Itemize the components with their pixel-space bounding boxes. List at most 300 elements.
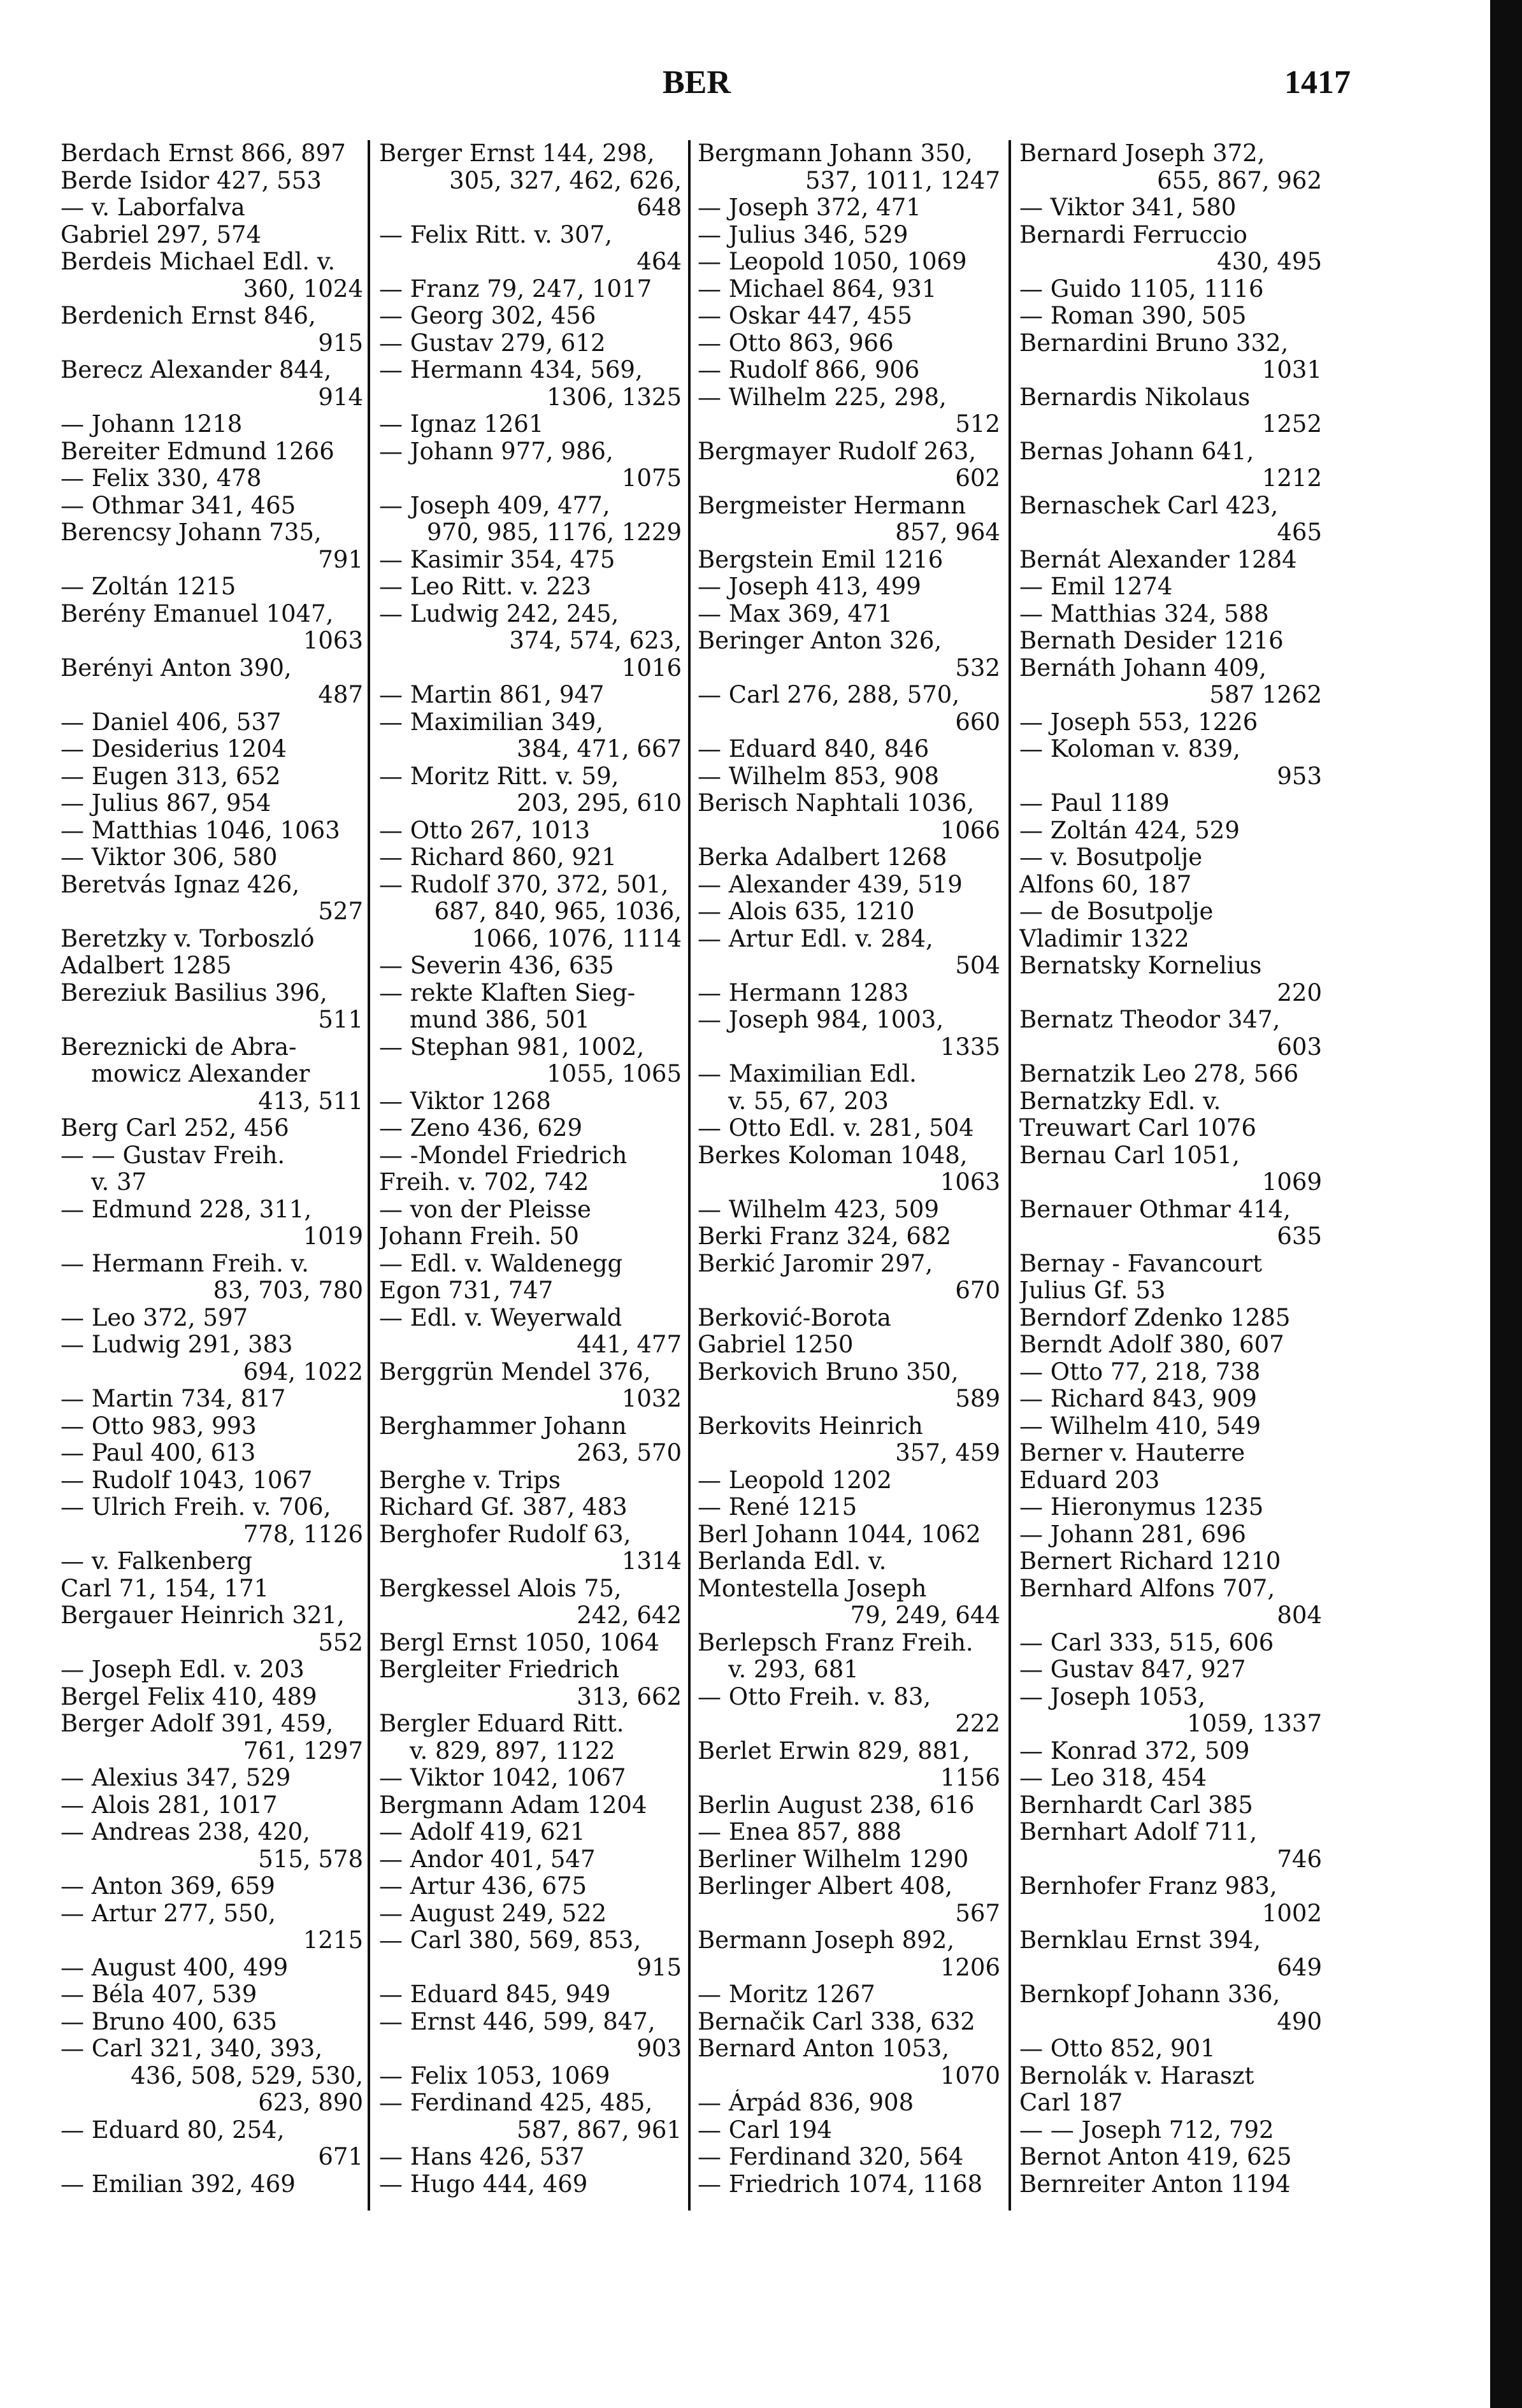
index-line: — Matthias 324, 588 — [1019, 600, 1269, 627]
index-line: Berlet Erwin 829, 881, — [698, 1737, 970, 1765]
index-line: — Daniel 406, 537 — [61, 708, 282, 736]
index-column-1 — [61, 140, 363, 2211]
index-line: 903 — [636, 2035, 682, 2062]
index-line: Berlinger Albert 408, — [698, 1873, 953, 1900]
index-line: — Eduard 840, 846 — [698, 736, 930, 763]
index-line: 589 — [955, 1386, 1000, 1412]
index-line: 623, 890 — [258, 2089, 363, 2116]
index-line: 1070 — [940, 2062, 1000, 2089]
index-line: — Othmar 341, 465 — [61, 492, 296, 519]
index-line: 1059, 1337 — [1187, 1710, 1322, 1737]
index-line: — Joseph 984, 1003, — [698, 1007, 944, 1033]
index-line: Beringer Anton 326, — [698, 627, 942, 654]
index-line: — Zoltán 424, 529 — [1019, 817, 1240, 844]
index-line: v. 293, 681 — [728, 1656, 859, 1683]
index-line: 804 — [1277, 1602, 1322, 1629]
index-line: — Felix 330, 478 — [61, 465, 262, 492]
index-line: — Ulrich Freih. v. 706, — [61, 1494, 331, 1521]
index-line: — Oskar 447, 455 — [698, 303, 912, 329]
index-line: Berndorf Zdenko 1285 — [1019, 1304, 1291, 1331]
index-line: 242, 642 — [577, 1602, 682, 1629]
index-line: Bernardi Ferruccio — [1019, 221, 1247, 248]
index-line: 687, 840, 965, 1036, — [434, 898, 682, 925]
index-line: 1016 — [621, 654, 682, 682]
index-line: 670 — [955, 1277, 1000, 1304]
index-line: — Michael 864, 931 — [698, 275, 937, 303]
index-line: Vladimir 1322 — [1019, 925, 1189, 952]
index-line: 1069 — [1261, 1169, 1322, 1196]
index-line: — Joseph Edl. v. 203 — [61, 1656, 305, 1683]
index-line: Bergstein Emil 1216 — [698, 546, 944, 573]
index-line: Bergmann Adam 1204 — [379, 1791, 647, 1819]
index-line: 953 — [1277, 763, 1322, 790]
index-line: — Wilhelm 225, 298, — [698, 383, 947, 411]
index-line: — Martin 734, 817 — [61, 1386, 286, 1412]
index-line: Bergl Ernst 1050, 1064 — [379, 1629, 660, 1656]
index-line: v. 829, 897, 1122 — [410, 1737, 615, 1765]
index-line: — Felix Ritt. v. 307, — [379, 221, 612, 248]
index-line: — Konrad 372, 509 — [1019, 1737, 1250, 1765]
index-line: 532 — [955, 654, 1000, 682]
index-line: 857, 964 — [895, 519, 1000, 546]
index-line: Beretzky v. Torboszló — [61, 925, 315, 952]
index-line: Gabriel 297, 574 — [61, 221, 262, 248]
index-line: 671 — [318, 2144, 363, 2170]
index-line: — Árpád 836, 908 — [698, 2089, 914, 2116]
index-line: Bernaschek Carl 423, — [1019, 492, 1279, 519]
index-line: Bernay - Favancourt — [1019, 1250, 1262, 1277]
index-line: Bernát Alexander 1284 — [1019, 546, 1297, 573]
index-line: Bergauer Heinrich 321, — [61, 1602, 345, 1629]
index-line: Richard Gf. 387, 483 — [379, 1494, 628, 1521]
index-line: — Ignaz 1261 — [379, 411, 544, 438]
index-column-3 — [698, 140, 1000, 2211]
index-line: Bereiter Edmund 1266 — [61, 438, 334, 465]
index-line: 552 — [318, 1629, 363, 1656]
index-line: — Andor 401, 547 — [379, 1845, 596, 1873]
index-line: — Gustav 279, 612 — [379, 329, 606, 357]
index-line: Berghofer Rudolf 63, — [379, 1521, 631, 1548]
index-line: Bergmann Johann 350, — [698, 140, 973, 167]
index-line: 746 — [1277, 1845, 1322, 1873]
index-line: — Otto Freih. v. 83, — [698, 1683, 931, 1710]
index-line: — Alois 281, 1017 — [61, 1791, 278, 1819]
index-line: 360, 1024 — [243, 275, 363, 303]
index-line: — Roman 390, 505 — [1019, 303, 1247, 329]
index-line: 305, 327, 462, 626, — [449, 167, 682, 194]
index-line: — Edl. v. Weyerwald — [379, 1304, 622, 1331]
index-line: — August 400, 499 — [61, 1954, 289, 1981]
index-line: — Johann 1218 — [61, 411, 243, 438]
index-line: — de Bosutpolje — [1019, 898, 1214, 925]
index-line: Bernard Anton 1053, — [698, 2035, 950, 2062]
index-line: Berggrün Mendel 376, — [379, 1358, 651, 1386]
index-line: 587, 867, 961 — [517, 2116, 682, 2144]
index-line: — Hans 426, 537 — [379, 2144, 585, 2170]
index-line: — Béla 407, 539 — [61, 1981, 257, 2008]
index-line: 83, 703, 780 — [213, 1277, 363, 1304]
index-line: Bernáth Johann 409, — [1019, 654, 1267, 682]
index-line: Berdenich Ernst 846, — [61, 303, 316, 329]
index-line: — Wilhelm 853, 908 — [698, 763, 939, 790]
index-line: 1019 — [303, 1223, 363, 1250]
index-line: 430, 495 — [1217, 248, 1322, 275]
index-line: Berner v. Hauterre — [1019, 1440, 1246, 1466]
index-line: — Leopold 1202 — [698, 1466, 892, 1494]
index-line: 915 — [318, 329, 363, 357]
index-line: Bernau Carl 1051, — [1019, 1142, 1240, 1169]
index-line: — Friedrich 1074, 1168 — [698, 2170, 983, 2198]
index-line: — Carl 333, 515, 606 — [1019, 1629, 1274, 1656]
index-line: — Joseph 553, 1226 — [1019, 708, 1258, 736]
index-line: v. 37 — [91, 1169, 147, 1196]
index-line: 464 — [636, 248, 682, 275]
index-line: — Georg 302, 456 — [379, 303, 596, 329]
index-line: — Viktor 1268 — [379, 1087, 551, 1115]
index-line: — Ludwig 291, 383 — [61, 1331, 293, 1358]
index-line: Johann Freih. 50 — [379, 1223, 579, 1250]
index-line: Bergleiter Friedrich — [379, 1656, 620, 1683]
index-line: Bernert Richard 1210 — [1019, 1548, 1281, 1575]
index-line: — Julius 346, 529 — [698, 221, 908, 248]
index-line: Bernardis Nikolaus — [1019, 383, 1251, 411]
index-line: Bernhard Alfons 707, — [1019, 1575, 1275, 1602]
index-line: Bernhofer Franz 983, — [1019, 1873, 1277, 1900]
index-line: — v. Falkenberg — [61, 1548, 252, 1575]
index-line: — Eugen 313, 652 — [61, 763, 281, 790]
index-line: Berki Franz 324, 682 — [698, 1223, 952, 1250]
index-line: 1335 — [940, 1033, 1000, 1061]
index-line: 791 — [318, 546, 363, 573]
index-line: Berlanda Edl. v. — [698, 1548, 887, 1575]
index-line: Bergmeister Hermann — [698, 492, 966, 519]
index-line: — Moritz 1267 — [698, 1981, 875, 2008]
index-line: — Carl 276, 288, 570, — [698, 682, 960, 708]
index-line: Bernardini Bruno 332, — [1019, 329, 1289, 357]
index-line: — Moritz Ritt. v. 59, — [379, 763, 619, 790]
index-line: Bernatsky Kornelius — [1019, 952, 1262, 979]
index-line: 778, 1126 — [243, 1521, 363, 1548]
index-line: 1055, 1065 — [547, 1061, 682, 1087]
index-line: mund 386, 501 — [410, 1007, 590, 1033]
column-divider — [688, 140, 691, 2211]
index-line: 660 — [955, 708, 1000, 736]
index-line: — Eduard 80, 254, — [61, 2116, 285, 2144]
index-line: — Leo 372, 597 — [61, 1304, 248, 1331]
index-line: 635 — [1277, 1223, 1322, 1250]
index-line: Bergmayer Rudolf 263, — [698, 438, 977, 465]
index-line: 1032 — [621, 1386, 682, 1412]
index-line: Adalbert 1285 — [61, 952, 232, 979]
index-line: Berkovich Bruno 350, — [698, 1358, 959, 1386]
index-line: Berlepsch Franz Freih. — [698, 1629, 973, 1656]
column-divider — [368, 140, 370, 2211]
index-line: Berger Ernst 144, 298, — [379, 140, 655, 167]
index-line: 649 — [1277, 1954, 1322, 1981]
index-line: 527 — [318, 898, 363, 925]
index-line: 761, 1297 — [243, 1737, 363, 1765]
index-line: — Franz 79, 247, 1017 — [379, 275, 652, 303]
index-line: 1156 — [940, 1765, 1000, 1791]
index-line: 648 — [636, 194, 682, 221]
index-line: 357, 459 — [895, 1440, 1000, 1466]
index-line: 915 — [636, 1954, 682, 1981]
index-line: — Edmund 228, 311, — [61, 1196, 312, 1223]
index-line: 603 — [1277, 1033, 1322, 1061]
page-header — [64, 57, 1351, 115]
index-line: — Maximilian 349, — [379, 708, 604, 736]
index-line: 79, 249, 644 — [850, 1602, 1000, 1629]
index-line: — Johann 977, 986, — [379, 438, 614, 465]
index-line: Berković-Borota — [698, 1304, 891, 1331]
index-line: 1031 — [1261, 357, 1322, 383]
index-line: Berliner Wilhelm 1290 — [698, 1845, 969, 1873]
index-line: 1314 — [621, 1548, 682, 1575]
index-line: Berencsy Johann 735, — [61, 519, 322, 546]
index-line: — v. Bosutpolje — [1019, 844, 1203, 871]
index-line: — Otto Edl. v. 281, 504 — [698, 1115, 974, 1142]
index-line: — Otto 983, 993 — [61, 1412, 257, 1440]
index-line: — Otto 863, 966 — [698, 329, 894, 357]
index-line: — Carl 321, 340, 393, — [61, 2035, 323, 2062]
index-line: 655, 867, 962 — [1157, 167, 1322, 194]
index-line: 441, 477 — [577, 1331, 682, 1358]
index-line: Bernatzik Leo 278, 566 — [1019, 1061, 1299, 1087]
index-line: 203, 295, 610 — [517, 790, 682, 817]
index-line: 1002 — [1261, 1900, 1322, 1927]
index-line: 413, 511 — [258, 1087, 363, 1115]
index-line: Bergel Felix 410, 489 — [61, 1683, 317, 1710]
index-line: — Rudolf 866, 906 — [698, 357, 920, 383]
index-line: — Koloman v. 839, — [1019, 736, 1240, 763]
index-line: Bernklau Ernst 394, — [1019, 1927, 1261, 1954]
index-line: 263, 570 — [577, 1440, 682, 1466]
index-line: — Maximilian Edl. — [698, 1061, 917, 1087]
index-line: Montestella Joseph — [698, 1575, 927, 1602]
index-line: Berlin August 238, 616 — [698, 1791, 975, 1819]
index-line: — Bruno 400, 635 — [61, 2008, 278, 2035]
index-line: — Otto 77, 218, 738 — [1019, 1358, 1261, 1386]
index-line: Berg Carl 252, 456 — [61, 1115, 289, 1142]
index-line: — Matthias 1046, 1063 — [61, 817, 340, 844]
index-line: — Paul 400, 613 — [61, 1440, 256, 1466]
index-line: Bermann Joseph 892, — [698, 1927, 954, 1954]
index-line: Bernhart Adolf 711, — [1019, 1819, 1258, 1845]
index-line: — Wilhelm 423, 509 — [698, 1196, 939, 1223]
index-line: 602 — [955, 465, 1000, 492]
index-line: 1215 — [303, 1927, 363, 1954]
index-line: Berkovits Heinrich — [698, 1412, 923, 1440]
index-line: — Adolf 419, 621 — [379, 1819, 585, 1845]
index-line: — Desiderius 1204 — [61, 736, 287, 763]
index-line: 490 — [1277, 2008, 1322, 2035]
index-line: — Alexander 439, 519 — [698, 871, 963, 898]
index-line: 1252 — [1261, 411, 1322, 438]
index-line: 567 — [955, 1900, 1000, 1927]
page-number: 1417 — [1284, 64, 1351, 101]
index-line: — Hermann 434, 569, — [379, 357, 643, 383]
index-line: v. 55, 67, 203 — [728, 1087, 889, 1115]
index-line: Carl 187 — [1019, 2089, 1123, 2116]
scan-border — [1490, 0, 1522, 2408]
index-line: — Paul 1189 — [1019, 790, 1170, 817]
index-line: Bernauer Othmar 414, — [1019, 1196, 1291, 1223]
index-line: Berényi Anton 390, — [61, 654, 292, 682]
index-line: Carl 71, 154, 171 — [61, 1575, 269, 1602]
index-line: — Martin 861, 947 — [379, 682, 605, 708]
index-line: — Guido 1105, 1116 — [1019, 275, 1264, 303]
index-line: — Hugo 444, 469 — [379, 2170, 588, 2198]
index-line: Bernas Johann 641, — [1019, 438, 1254, 465]
index-line: — Joseph 1053, — [1019, 1683, 1205, 1710]
index-line: — Julius 867, 954 — [61, 790, 271, 817]
index-line: — Otto 267, 1013 — [379, 817, 591, 844]
index-line: Bernolák v. Haraszt — [1019, 2062, 1254, 2089]
index-line: Bernard Joseph 372, — [1019, 140, 1265, 167]
index-line: — Joseph 413, 499 — [698, 573, 921, 600]
index-line: — Leo Ritt. v. 223 — [379, 573, 591, 600]
index-line: — Hermann 1283 — [698, 979, 909, 1007]
running-head: BER — [663, 64, 731, 101]
index-line: Berl Johann 1044, 1062 — [698, 1521, 981, 1548]
index-line: Berghammer Johann — [379, 1412, 627, 1440]
index-line: — Ernst 446, 599, 847, — [379, 2008, 656, 2035]
index-line: — Enea 857, 888 — [698, 1819, 902, 1845]
index-line: — Rudolf 370, 372, 501, — [379, 871, 669, 898]
index-line: — — Gustav Freih. — [61, 1142, 285, 1169]
index-line: Bernatz Theodor 347, — [1019, 1007, 1281, 1033]
index-line: 374, 574, 623, — [509, 627, 682, 654]
index-line: 1063 — [303, 627, 363, 654]
index-line: — Ludwig 242, 245, — [379, 600, 619, 627]
index-line: Bereznicki de Abra- — [61, 1033, 297, 1061]
index-line: 1066, 1076, 1114 — [471, 925, 682, 952]
index-line: — Richard 860, 921 — [379, 844, 617, 871]
index-line: — René 1215 — [698, 1494, 858, 1521]
index-line: Gabriel 1250 — [698, 1331, 854, 1358]
index-line: Bernreiter Anton 1194 — [1019, 2170, 1291, 2198]
index-line: Berény Emanuel 1047, — [61, 600, 334, 627]
index-line: — Ferdinand 425, 485, — [379, 2089, 653, 2116]
index-line: Berecz Alexander 844, — [61, 357, 332, 383]
index-line: 220 — [1277, 979, 1322, 1007]
index-line: — -Mondel Friedrich — [379, 1142, 628, 1169]
index-line: Berger Adolf 391, 459, — [61, 1710, 334, 1737]
index-line: 1063 — [940, 1169, 1000, 1196]
index-line: Berndt Adolf 380, 607 — [1019, 1331, 1284, 1358]
index-line: — v. Laborfalva — [61, 194, 245, 221]
index-line: — rekte Klaften Sieg- — [379, 979, 636, 1007]
index-line: 313, 662 — [577, 1683, 682, 1710]
index-line: 914 — [318, 383, 363, 411]
index-line: — Artur Edl. v. 284, — [698, 925, 933, 952]
index-line: — Rudolf 1043, 1067 — [61, 1466, 313, 1494]
index-line: 537, 1011, 1247 — [805, 167, 1000, 194]
index-line: Berdach Ernst 866, 897 — [61, 140, 346, 167]
index-line: Berghe v. Trips — [379, 1466, 561, 1494]
index-line: 511 — [318, 1007, 363, 1033]
index-line: — von der Pleisse — [379, 1196, 591, 1223]
index-line: Berisch Naphtali 1036, — [698, 790, 975, 817]
index-line: Bergler Eduard Ritt. — [379, 1710, 624, 1737]
index-line: — Anton 369, 659 — [61, 1873, 275, 1900]
index-line: — Richard 843, 909 — [1019, 1386, 1257, 1412]
index-line: mowicz Alexander — [91, 1061, 310, 1087]
index-line: 436, 508, 529, 530, — [131, 2062, 363, 2089]
index-line: — Viktor 1042, 1067 — [379, 1765, 626, 1791]
index-line: — Leo 318, 454 — [1019, 1765, 1207, 1791]
index-line: Bernot Anton 419, 625 — [1019, 2144, 1292, 2170]
index-line: Freih. v. 702, 742 — [379, 1169, 589, 1196]
index-line: — Johann 281, 696 — [1019, 1521, 1246, 1548]
index-line: Berde Isidor 427, 553 — [61, 167, 322, 194]
index-line: — Eduard 845, 949 — [379, 1981, 611, 2008]
index-line: 465 — [1277, 519, 1322, 546]
index-column-4 — [1019, 140, 1322, 2211]
index-line: — Wilhelm 410, 549 — [1019, 1412, 1261, 1440]
index-line: Bernkopf Johann 336, — [1019, 1981, 1281, 2008]
index-line: Bernhardt Carl 385 — [1019, 1791, 1253, 1819]
index-line: — Zoltán 1215 — [61, 573, 236, 600]
index-line: — Joseph 372, 471 — [698, 194, 921, 221]
index-line: 1066 — [940, 817, 1000, 844]
index-line: — Felix 1053, 1069 — [379, 2062, 610, 2089]
index-line: — Kasimir 354, 475 — [379, 546, 615, 573]
index-line: — Emilian 392, 469 — [61, 2170, 296, 2198]
index-line: Beretvás Ignaz 426, — [61, 871, 300, 898]
index-line: Alfons 60, 187 — [1019, 871, 1192, 898]
index-line: — Andreas 238, 420, — [61, 1819, 310, 1845]
column-divider — [1009, 140, 1011, 2211]
index-line: — August 249, 522 — [379, 1900, 607, 1927]
index-line: Treuwart Carl 1076 — [1019, 1115, 1256, 1142]
index-line: — Carl 380, 569, 853, — [379, 1927, 642, 1954]
index-line: — Hermann Freih. v. — [61, 1250, 309, 1277]
index-line: 694, 1022 — [243, 1358, 363, 1386]
index-line: Berkić Jaromir 297, — [698, 1250, 933, 1277]
index-line: 515, 578 — [258, 1845, 363, 1873]
index-line: Berdeis Michael Edl. v. — [61, 248, 336, 275]
index-line: 587 1262 — [1209, 682, 1322, 708]
index-line: 970, 985, 1176, 1229 — [426, 519, 682, 546]
index-line: — Severin 436, 635 — [379, 952, 614, 979]
index-line: Julius Gf. 53 — [1019, 1277, 1166, 1304]
index-line: — Zeno 436, 629 — [379, 1115, 582, 1142]
index-line: 504 — [955, 952, 1000, 979]
index-line: Berka Adalbert 1268 — [698, 844, 947, 871]
index-column-2 — [379, 140, 682, 2211]
index-line: — Joseph 409, 477, — [379, 492, 610, 519]
index-line: — Artur 277, 550, — [61, 1900, 276, 1927]
index-line: 512 — [955, 411, 1000, 438]
index-line: — Edl. v. Waldenegg — [379, 1250, 623, 1277]
index-line: — Max 369, 471 — [698, 600, 893, 627]
index-line: 384, 471, 667 — [517, 736, 682, 763]
index-line: Bergkessel Alois 75, — [379, 1575, 622, 1602]
index-line: Bernath Desider 1216 — [1019, 627, 1284, 654]
index-line: Eduard 203 — [1019, 1466, 1160, 1494]
index-columns — [61, 140, 1347, 2211]
index-line: — — Joseph 712, 792 — [1019, 2116, 1274, 2144]
index-line: Bernatzky Edl. v. — [1019, 1087, 1221, 1115]
index-line: — Alois 635, 1210 — [698, 898, 915, 925]
index-line: — Alexius 347, 529 — [61, 1765, 291, 1791]
index-line: Berkes Koloman 1048, — [698, 1142, 968, 1169]
index-line: 222 — [955, 1710, 1000, 1737]
index-line: — Viktor 306, 580 — [61, 844, 278, 871]
index-line: — Artur 436, 675 — [379, 1873, 587, 1900]
index-line: Egon 731, 747 — [379, 1277, 554, 1304]
